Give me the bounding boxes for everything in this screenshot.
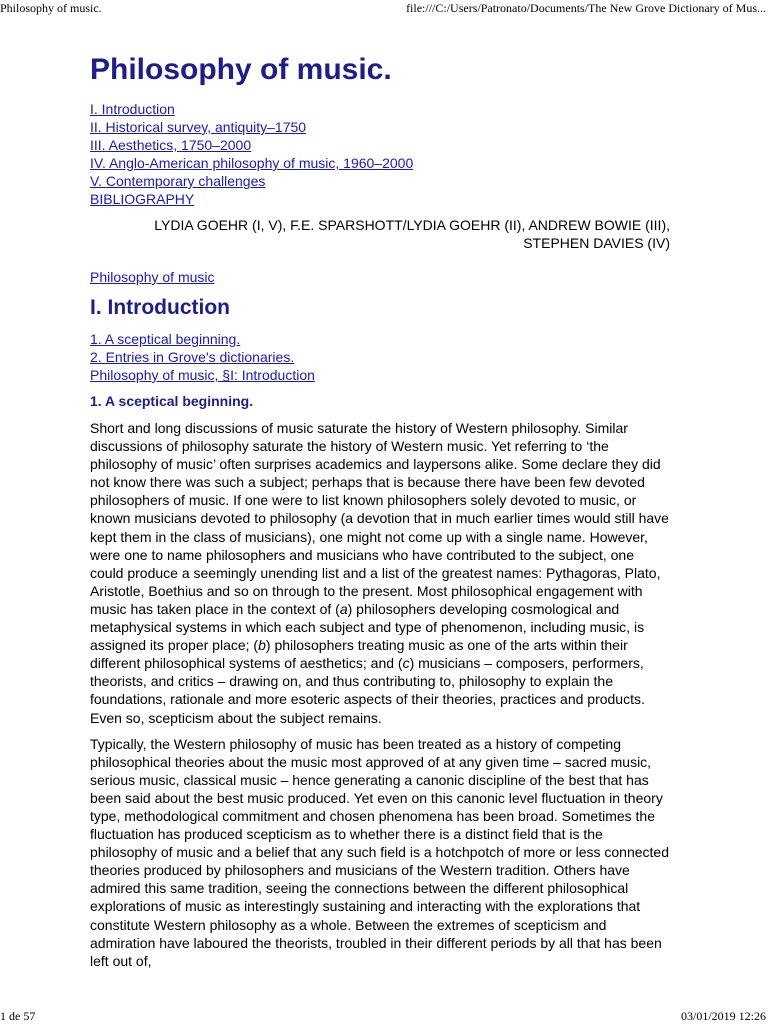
table-of-contents bbox=[90, 100, 670, 208]
paragraph-2: Typically, the Western philosophy of music has been treated as a history of competing philosophical theories about the music most approved of at any given time – sacred music, serious music, classical music – hence generating a canonic discipline of the best that has been said about the best music produced. Yet even on this canonic level fluctuation in theory type, methodological commitment and chosen phenomena has been broad. Sometimes the fluctuation has produced scepticism as to whether there is a distinct field that is the philosophy of music and a belief that any such field is a hotchpotch of more or less connected theories produced by philosophers and musicians of the Western tradition. Others have admired this same tradition, seeing the connections between the different philosophical explorations of music as interestingly sustaining and interacting with the explorations that constitute Western philosophy as a whole. Between the extremes of scepticism and admiration have laboured the theorists, troubled in their different periods by all that has been left out of, bbox=[90, 735, 670, 969]
toc-link-contemporary-challenges[interactable]: V. Contemporary challenges bbox=[90, 173, 266, 189]
article bbox=[90, 46, 670, 978]
subtoc-link-grove-entries[interactable]: 2. Entries in Grove's dictionaries. bbox=[90, 349, 295, 365]
paragraph-1-part-3: ) philosophers treating music as one of the arts within their different philosophical systems of aesthetics; and ( bbox=[90, 637, 628, 672]
authors-line-2: STEPHEN DAVIES (IV) bbox=[523, 235, 670, 251]
toc-link-anglo-american[interactable]: IV. Anglo-American philosophy of music, 1960–2000 bbox=[90, 155, 414, 171]
paragraph-1-part-1: Short and long discussions of music saturate the history of Western philosophy. Similar discussions of philosophy saturate the history of Western music. Yet referring to ‘the philosophy of music’ often surprises academics and laypersons alike. Some declare they did not know there was such a subject; perhaps that is because there have been few devoted philosophers of music. If one were to list known philosophers solely devoted to music, or known musicians devoted to philosophy (a devotion that in much earlier times would still have kept them in the class of musicians), one might not come up with a single name. However, were one to name philosophers and musicians who have contributed to the subject, one could produce a seemingly unending list and a list of the greatest names: Pythagoras, Plato, Aristotle, Boethius and so on through to the present. Most philosophical engagement with music has taken place in the context of ( bbox=[90, 420, 669, 617]
toc-link-bibliography[interactable]: BIBLIOGRAPHY bbox=[90, 191, 195, 207]
authors-credit bbox=[90, 216, 670, 252]
toc-link-aesthetics[interactable]: III. Aesthetics, 1750–2000 bbox=[90, 137, 252, 153]
print-header bbox=[0, 0, 768, 18]
paragraph-1 bbox=[90, 419, 670, 727]
paragraph-1-part-4: ) musicians – composers, performers, theorists, and critics – drawing on, and thus contributing to, philosophy to explain the foundations, rationale and more esoteric aspects of their theories, practices and products. Even so, scepticism about the subject remains. bbox=[90, 655, 645, 726]
section-title: I. Introduction bbox=[90, 296, 230, 319]
enum-marker-a: a bbox=[339, 600, 348, 617]
subsection-title: 1. A sceptical beginning. bbox=[90, 393, 254, 409]
toc-link-historical-survey[interactable]: II. Historical survey, antiquity–1750 bbox=[90, 119, 307, 135]
subtoc-link-sceptical-beginning[interactable]: 1. A sceptical beginning. bbox=[90, 331, 241, 347]
section-contents bbox=[90, 330, 670, 384]
subtoc-link-section-introduction[interactable]: Philosophy of music, §I: Introduction bbox=[90, 367, 315, 383]
print-timestamp: 03/01/2019 12:26 bbox=[680, 1009, 766, 1023]
page-title: Philosophy of music. bbox=[90, 53, 392, 86]
enum-marker-c: c bbox=[402, 655, 410, 672]
enum-marker-b: b bbox=[258, 637, 266, 654]
authors-line-1: LYDIA GOEHR (I, V), F.E. SPARSHOTT/LYDIA GOEHR (II), ANDREW BOWIE (III), bbox=[154, 217, 670, 233]
print-header-url: file:///C:/Users/Patronato/Documents/The New Grove Dictionary of Mus... bbox=[406, 1, 766, 15]
breadcrumb-link[interactable]: Philosophy of music bbox=[90, 269, 215, 285]
toc-link-introduction[interactable]: I. Introduction bbox=[90, 101, 175, 117]
paragraph-1-part-2: ) philosophers developing cosmological and metaphysical systems in which each subject and type of phenomenon, including music, is assigned its proper place; ( bbox=[90, 600, 645, 654]
print-footer bbox=[0, 1006, 768, 1024]
page-counter: 1 de 57 bbox=[0, 1009, 36, 1023]
print-header-title: Philosophy of music. bbox=[0, 1, 102, 15]
